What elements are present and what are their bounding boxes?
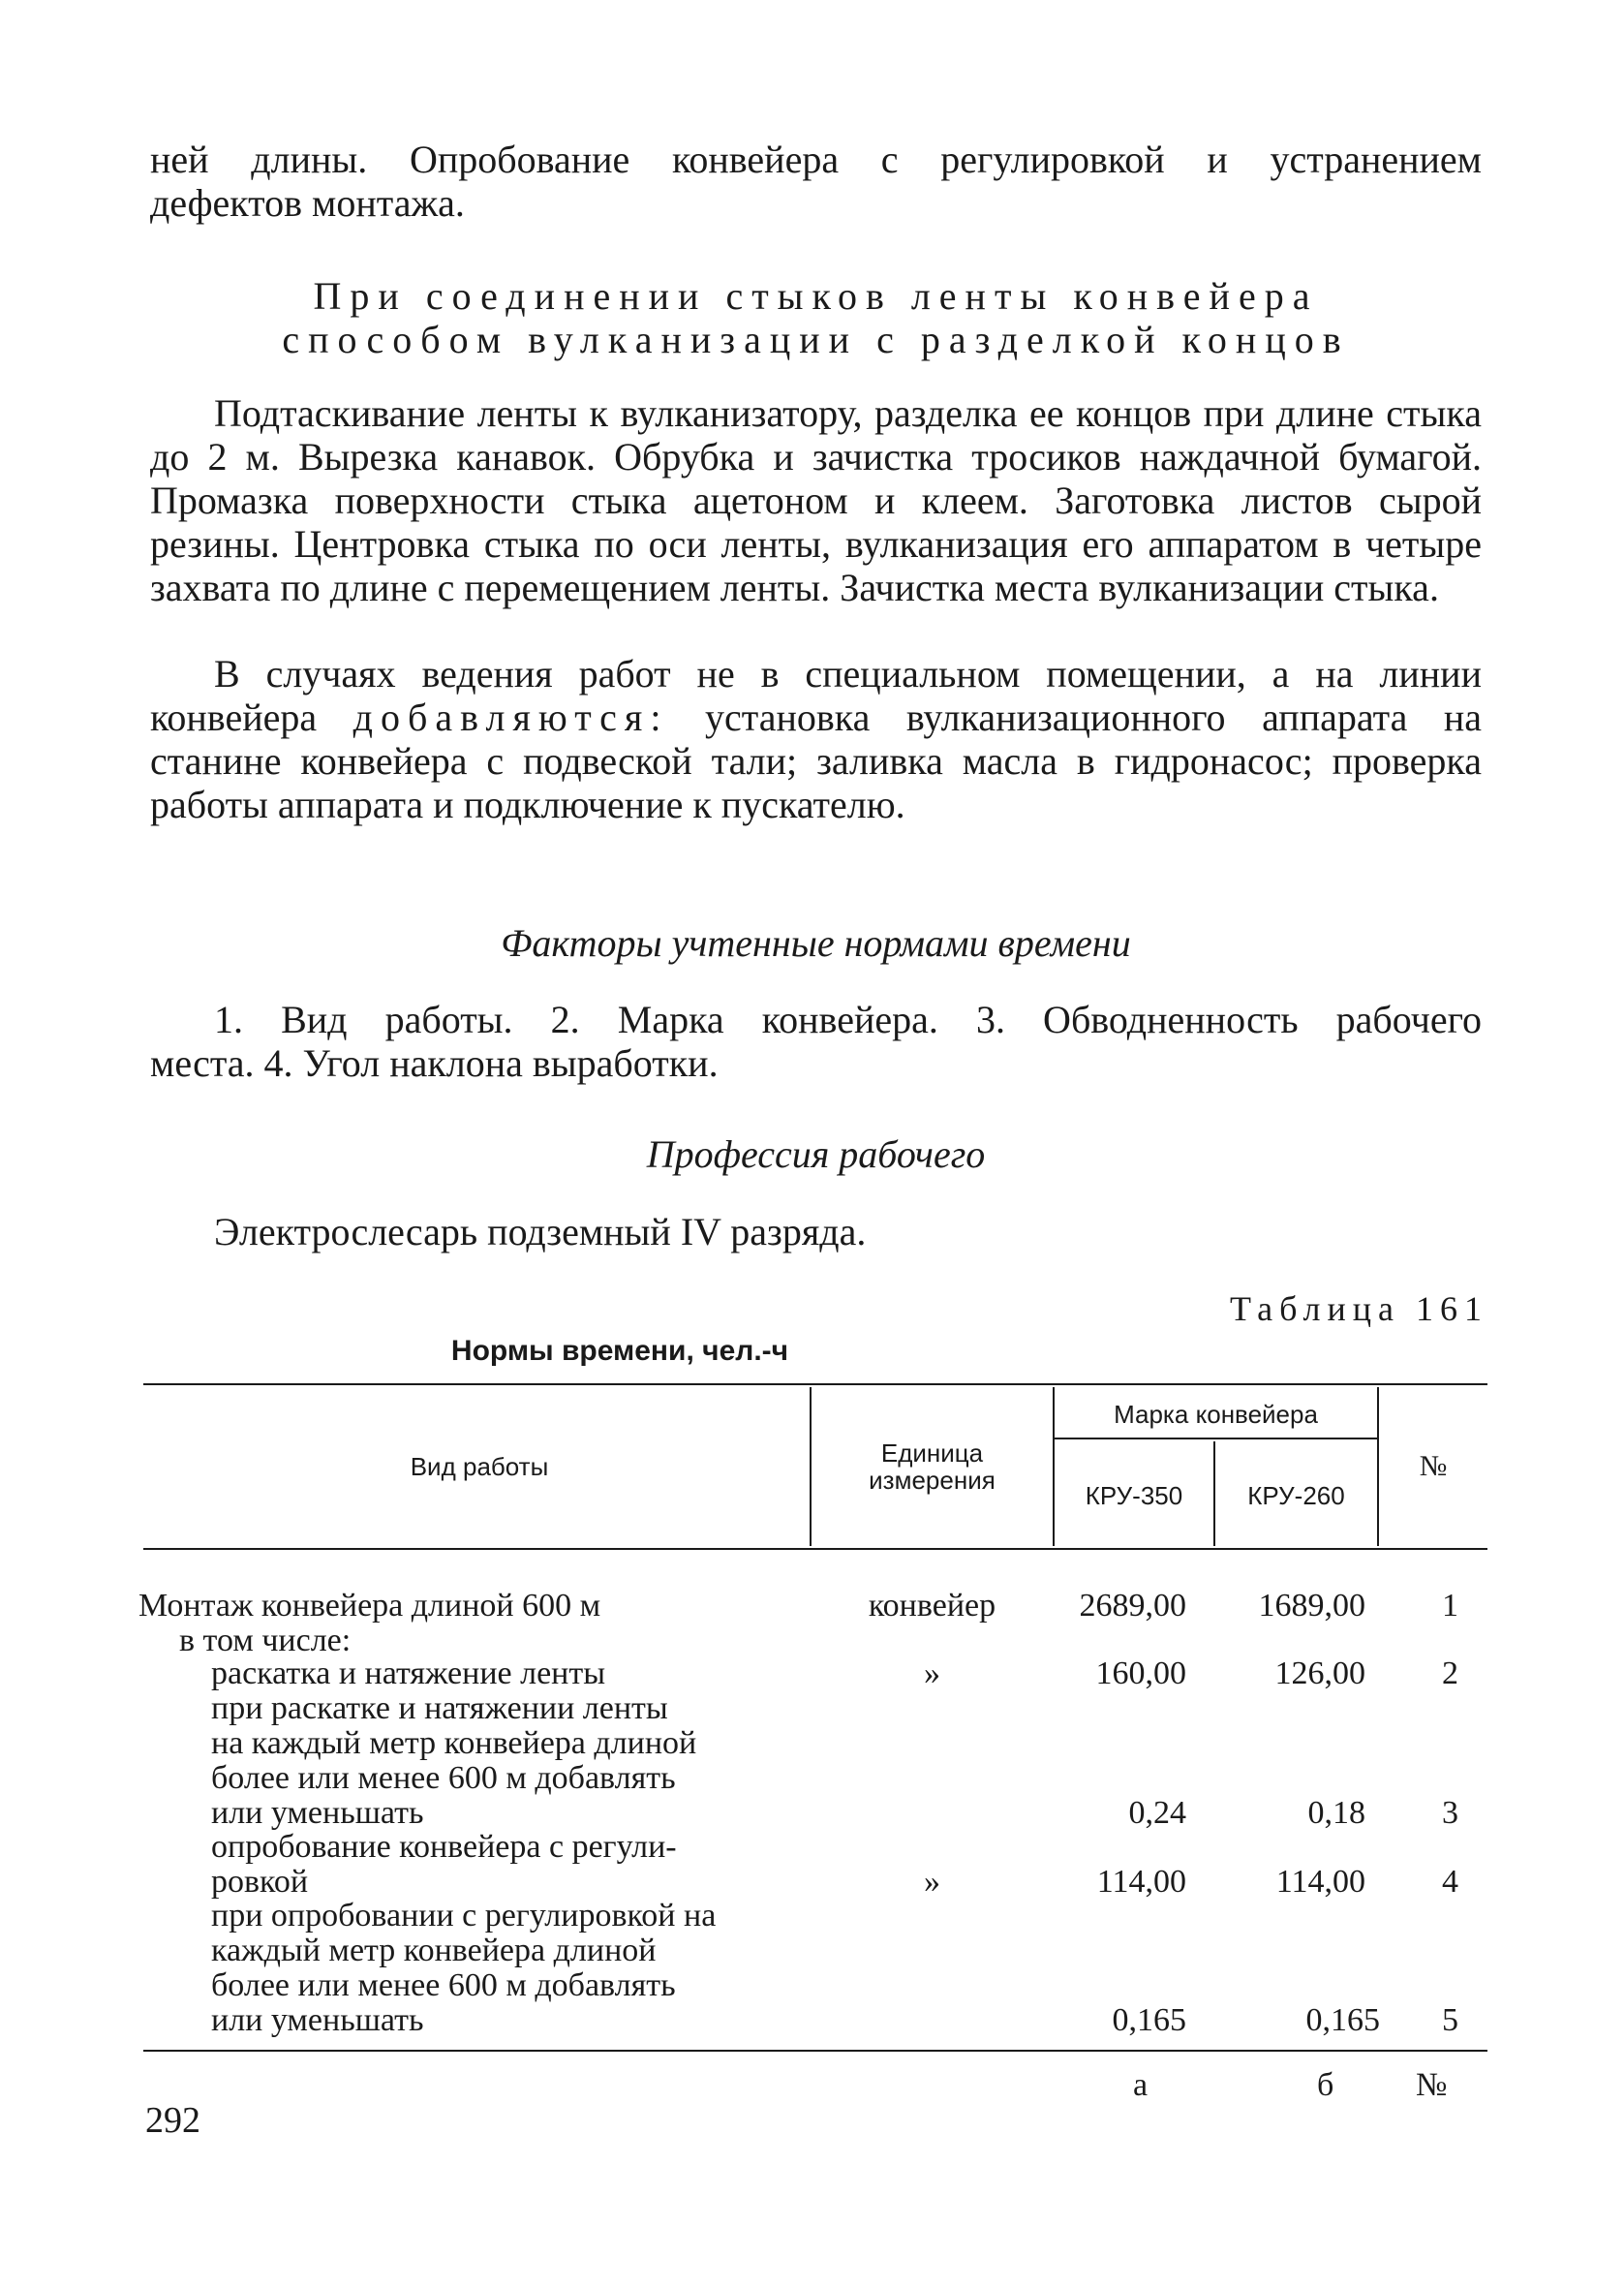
row-3-n: 3 (1442, 1795, 1458, 1831)
header-unit (812, 1439, 1053, 1494)
intro-line-1: ней длины. Опробование конвейера с регулировкой и устранением (150, 138, 1482, 181)
table-top-border (143, 1383, 1487, 1385)
row-2-a: 160,00 (1095, 1655, 1186, 1691)
paragraph-2-after: установка вулканизационного аппарата на станине конвейера с подвеской тали; заливка масла в гидронасос; проверка работы аппарата и подключение к пускателю. (150, 696, 1483, 826)
row-1-line-2: в том числе: (179, 1623, 352, 1658)
factors-text (150, 998, 1482, 1085)
row-3-a: 0,24 (1128, 1795, 1186, 1831)
row-5-n: 5 (1442, 2002, 1458, 2038)
row-4-n: 4 (1442, 1864, 1458, 1900)
row-1-line-1: Монтаж конвейера длиной 600 м (138, 1588, 601, 1624)
paragraph-2-spaced-word: добавляются: (352, 696, 669, 739)
row-3-line-2: на каждый метр конвейера длиной (211, 1725, 697, 1761)
row-3-b: 0,18 (1307, 1795, 1365, 1831)
row-3-line-1: при раскатке и натяжении ленты (211, 1690, 668, 1726)
row-2-unit: » (924, 1655, 940, 1691)
row-5-a: 0,165 (1112, 2002, 1186, 2038)
footer-num: № (1416, 2067, 1448, 2103)
header-col-a: КРУ-350 (1085, 1481, 1183, 1510)
row-2-line-1: раскатка и натяжение ленты (211, 1655, 606, 1691)
paragraph-2-before: В случаях ведения работ не в специальном помещении, а на линии конвейера (150, 652, 1482, 739)
row-5-line-4: или уменьшать (211, 2002, 424, 2038)
intro-text (150, 138, 1482, 225)
row-4-line-2: ровкой (211, 1864, 309, 1900)
row-4-work (211, 1830, 677, 1900)
paragraph-2 (150, 652, 1482, 826)
row-4-unit: » (924, 1864, 940, 1900)
section-heading-line-2: способом вулканизации с разделкой концов (282, 318, 1350, 361)
row-5-b: 0,165 (1305, 2002, 1380, 2038)
profession-text: Электрослесарь подземный IV разряда. (214, 1210, 867, 1253)
row-1-a: 2689,00 (1079, 1588, 1186, 1624)
factors-line-1: 1. Вид работы. 2. Марка конвейера. 3. Обводненность рабочего (214, 998, 1482, 1041)
row-1-unit: конвейер (868, 1588, 996, 1624)
row-2-b: 126,00 (1274, 1655, 1365, 1691)
row-5-line-2: каждый метр конвейера длиной (211, 1933, 657, 1968)
row-1-b: 1689,00 (1258, 1588, 1365, 1624)
header-unit-line-1: Единица (880, 1438, 984, 1468)
table-header-bottom-border (143, 1548, 1487, 1550)
page-number: 292 (145, 2100, 200, 2141)
table-title: Нормы времени, чел.-ч (450, 1335, 789, 1367)
paragraph-1: Подтаскивание ленты к вулканизатору, разделка ее концов при длине стыка до 2 м. Вырезка канавок. Обрубка и зачистка тросиков наждачной бумагой. Промазка поверхности стыка ацетоном и клеем. Заготовка листов сырой резины. Центровка стыка по оси ленты, вулканизация его аппаратом в четыре захвата по длине с перемещением ленты. Зачистка места вулканизации стыка. (150, 391, 1482, 609)
row-1-work (138, 1589, 600, 1658)
row-5-work (211, 1899, 716, 2038)
row-4-a: 114,00 (1096, 1864, 1186, 1900)
factors-line-2: места. 4. Угол наклона выработки. (150, 1041, 719, 1085)
row-4-line-1: опробование конвейера с регули- (211, 1829, 677, 1865)
row-5-line-3: более или менее 600 м добавлять (211, 1967, 676, 2003)
footer-col-a: а (1133, 2067, 1149, 2103)
header-col-b: КРУ-260 (1247, 1481, 1345, 1510)
row-3-line-4: или уменьшать (211, 1795, 424, 1831)
profession-heading: Профессия рабочего (646, 1132, 986, 1176)
table-label: Таблица 161 (1230, 1289, 1488, 1328)
section-heading (150, 274, 1482, 361)
header-num: № (1419, 1450, 1448, 1482)
header-brand: Марка конвейера (1114, 1400, 1318, 1429)
row-3-work (211, 1691, 696, 1831)
section-heading-line-1: При соединении стыков ленты конвейера (313, 274, 1319, 318)
row-4-b: 114,00 (1275, 1864, 1365, 1900)
row-2-work (211, 1656, 605, 1691)
table-bottom-border (143, 2050, 1487, 2052)
row-1-n: 1 (1442, 1588, 1458, 1624)
intro-line-2: дефектов монтажа. (150, 181, 465, 225)
header-work-type: Вид работы (410, 1452, 549, 1481)
row-2-n: 2 (1442, 1655, 1458, 1691)
table-brand-subline (1055, 1438, 1377, 1439)
row-5-line-1: при опробовании с регулировкой на (211, 1898, 717, 1933)
row-3-line-3: более или менее 600 м добавлять (211, 1760, 676, 1796)
factors-heading: Факторы учтенные нормами времени (501, 921, 1131, 965)
header-unit-line-2: измерения (869, 1466, 996, 1495)
footer-col-b: б (1317, 2067, 1334, 2103)
